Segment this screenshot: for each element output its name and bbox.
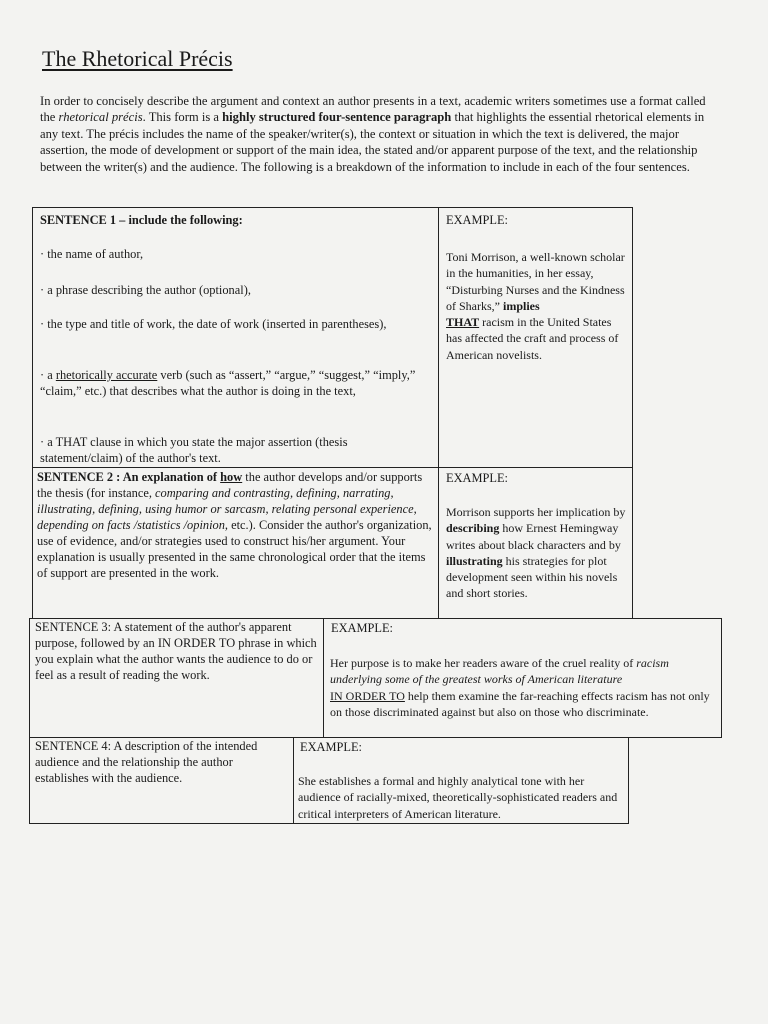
example-label: EXAMPLE: bbox=[331, 621, 393, 635]
sentence-1-example bbox=[446, 249, 628, 363]
sentence-2-heading: SENTENCE 2 : An explanation of bbox=[37, 470, 221, 484]
sentence-2-divider bbox=[438, 467, 439, 619]
sentence-1-bullet: · a THAT clause in which you state the major assertion (thesis statement/claim) of the author's text. bbox=[40, 435, 348, 465]
example-bold: implies bbox=[503, 298, 540, 313]
example-label: EXAMPLE: bbox=[446, 471, 508, 485]
sentence-2-body: etc.). Consider the author's organization, use of evidence, and/or strategies used to construct his/her argument. Your explanation is usually presented in the same chronological order that the items of support are presented in the work. bbox=[37, 518, 432, 580]
example-text: how Ernest Hemingway writes about black characters and by bbox=[446, 521, 621, 552]
underlined-phrase: rhetorically accurate bbox=[55, 368, 158, 382]
sentence-1-bullet: · the type and title of work, the date of work (inserted in parentheses), bbox=[40, 317, 387, 331]
example-bold: describing bbox=[446, 521, 500, 536]
example-text: Toni Morrison, a well-known scholar in the humanities, in her essay, “Disturbing Nurses and the Kindness of Sharks,” bbox=[446, 250, 625, 313]
bullet-text: verb (such as “assert,” “argue,” “suggest,” “imply,” “claim,” etc.) that describes what the author is doing in the text, bbox=[40, 368, 416, 398]
example-underlined: IN ORDER TO bbox=[330, 688, 405, 703]
sentence-4-divider bbox=[293, 737, 294, 824]
intro-text: In order to concisely describe the argument and context an author presents in a text, academic writers sometimes use a format called the bbox=[40, 94, 706, 125]
sentence-1-heading: SENTENCE 1 – include the following: bbox=[40, 213, 243, 227]
example-text: help them examine the far-reaching effects racism has not only on those discriminated against but also on those who discriminate. bbox=[330, 688, 710, 719]
intro-paragraph bbox=[40, 93, 722, 175]
example-text: racism in the United States has affected the craft and process of American novelists. bbox=[446, 315, 619, 362]
sentence-3-text: SENTENCE 3: A statement of the author's apparent purpose, followed by an IN ORDER TO phrase in which you explain what the author wants the audience to do or feel as a result of reading the work. bbox=[35, 620, 317, 682]
example-label: EXAMPLE: bbox=[446, 213, 508, 227]
underlined-how: how bbox=[220, 470, 243, 484]
sentence-2-text bbox=[37, 469, 433, 581]
example-bold: illustrating bbox=[446, 553, 503, 568]
intro-text: . This form is a bbox=[142, 110, 223, 125]
intro-text: that highlights the essential rhetorical elements in any text. The précis includes the name of the speaker/writer(s), the context or situation in which the text is delivered, the major assertion, the mode of development or support of the main idea, the stated and/or apparent purpose of the text, and the relationship between the writer(s) and the audience. The following is a breakdown of the information to include in each of the four sentences. bbox=[40, 110, 705, 174]
sentence-1-divider bbox=[438, 207, 439, 468]
sentence-1-bullet: · the name of author, bbox=[40, 247, 144, 261]
intro-bold-text: highly structured four-sentence paragraph bbox=[222, 110, 452, 125]
sentence-2-italic: comparing and contrasting, defining, narrating, illustrating, defining, using humor or sarcasm, relating personal experience, depending on facts /statistics /opinion, bbox=[37, 486, 417, 532]
bullet-text: · a bbox=[40, 368, 56, 382]
page-title: The Rhetorical Précis bbox=[42, 46, 233, 71]
sentence-1-bullet bbox=[40, 367, 430, 399]
example-italic: racism underlying some of the greatest works of American literature bbox=[330, 656, 669, 687]
example-text: his strategies for plot development seen within his novels and short stories. bbox=[446, 553, 618, 601]
sentence-4-text: SENTENCE 4: A description of the intended audience and the relationship the author establishes with the audience. bbox=[35, 739, 258, 785]
example-bold-underlined: THAT bbox=[446, 315, 480, 330]
sentence-4-example: She establishes a formal and highly analytical tone with her audience of racially-mixed, theoretically-sophisticated readers and critical interpreters of American literature. bbox=[298, 774, 618, 821]
example-text: Morrison supports her implication by bbox=[446, 505, 626, 519]
example-text: Her purpose is to make her readers aware of the cruel reality of bbox=[330, 656, 637, 670]
sentence-3-divider bbox=[323, 618, 324, 738]
intro-term: rhetorical précis bbox=[58, 110, 143, 125]
sentence-3-example bbox=[330, 655, 716, 720]
sentence-2-example bbox=[446, 504, 628, 602]
sentence-2-body: the author develops and/or supports the thesis (for instance, bbox=[37, 470, 423, 500]
example-label: EXAMPLE: bbox=[300, 740, 362, 754]
sentence-1-bullet: · a phrase describing the author (optional), bbox=[40, 283, 251, 297]
